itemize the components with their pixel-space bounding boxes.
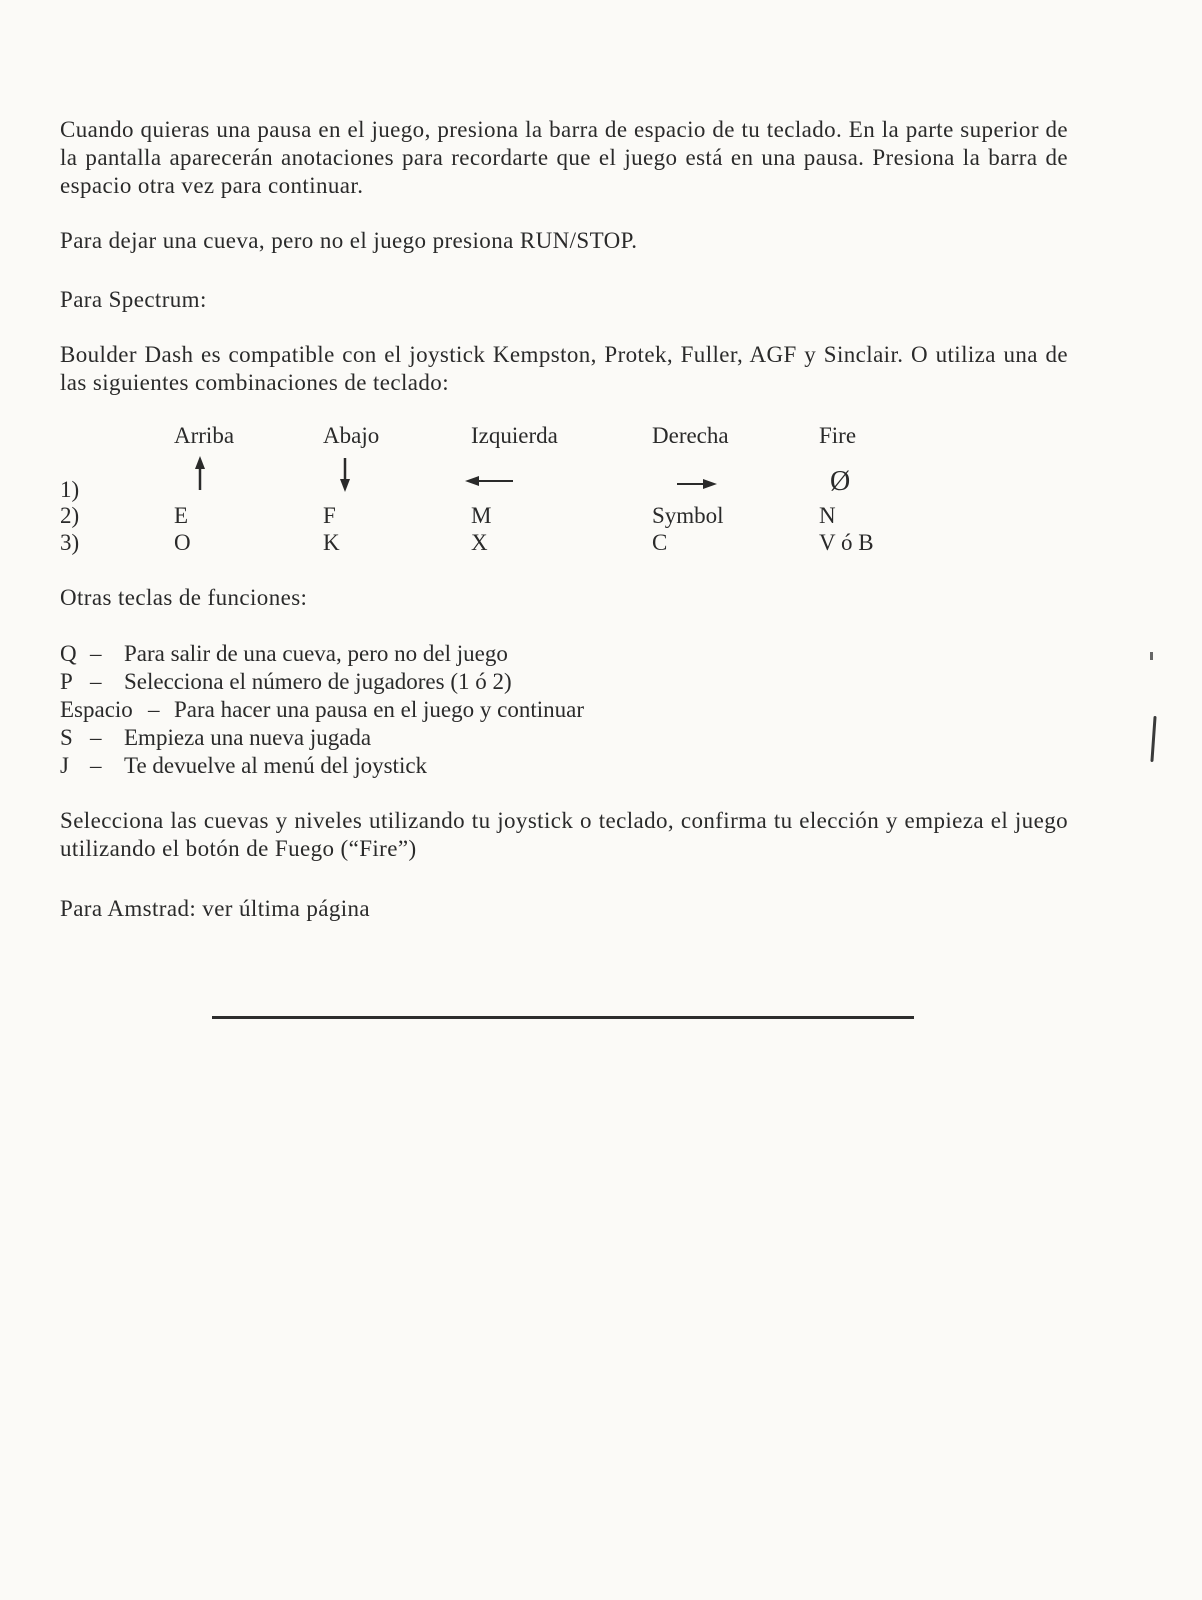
fire-zero-key: Ø: [830, 466, 851, 497]
row2-abajo: F: [323, 503, 336, 528]
header-izquierda: Izquierda: [471, 423, 558, 448]
function-key: Espacio: [60, 697, 133, 722]
function-dash: –: [148, 697, 160, 722]
function-key: Q: [60, 641, 77, 666]
row2-arriba: E: [174, 503, 189, 528]
up-arrow-icon: [190, 456, 210, 492]
header-derecha: Derecha: [652, 423, 729, 448]
row3-derecha: C: [652, 530, 668, 555]
pause-paragraph: Cuando quieras una pausa en el juego, presiona la barra de espacio de tu teclado. En la parte superior de la pantalla aparecerán anotaciones para recordarte que el juego está en una pausa. Presiona la barra de espacio otra vez para continuar.: [60, 117, 1068, 198]
row-label-1: 1): [60, 477, 80, 502]
key-combination-table: [60, 420, 960, 570]
function-description: Te devuelve al menú del joystick: [124, 753, 428, 778]
row2-izquierda: M: [471, 503, 492, 528]
right-arrow-icon: [677, 475, 717, 493]
function-dash: –: [90, 725, 102, 750]
left-arrow-icon: [465, 472, 515, 490]
function-key: P: [60, 669, 73, 694]
amstrad-note: Para Amstrad: ver última página: [60, 896, 371, 921]
horizontal-divider: [212, 1016, 914, 1019]
spectrum-heading: Para Spectrum:: [60, 287, 207, 312]
function-dash: –: [90, 641, 102, 666]
row3-abajo: K: [323, 530, 340, 555]
function-description: Para hacer una pausa en el juego y continuar: [174, 697, 584, 722]
function-description: Para salir de una cueva, pero no del juego: [124, 641, 508, 666]
down-arrow-icon: [335, 456, 355, 492]
function-key: J: [60, 753, 69, 778]
select-caves-paragraph: Selecciona las cuevas y niveles utilizando tu joystick o teclado, confirma tu elección y empieza el juego utilizando el botón de Fuego (“Fire”): [60, 808, 1068, 861]
row2-fire: N: [819, 503, 836, 528]
row2-derecha: Symbol: [652, 503, 724, 528]
paper-mark: [1150, 716, 1156, 762]
paper-mark: [1150, 652, 1153, 660]
row3-fire: V ó B: [819, 530, 874, 555]
function-dash: –: [90, 669, 102, 694]
function-description: Selecciona el número de jugadores (1 ó 2): [124, 669, 512, 694]
header-fire: Fire: [819, 423, 857, 448]
other-keys-heading: Otras teclas de funciones:: [60, 585, 308, 610]
compatibility-paragraph: Boulder Dash es compatible con el joystick Kempston, Protek, Fuller, AGF y Sinclair. O utiliza una de las siguientes combinaciones de teclado:: [60, 342, 1068, 395]
header-abajo: Abajo: [323, 423, 380, 448]
function-description: Empieza una nueva jugada: [124, 725, 372, 750]
row-label-2: 2): [60, 503, 80, 528]
function-dash: –: [90, 753, 102, 778]
row3-arriba: O: [174, 530, 191, 555]
row3-izquierda: X: [471, 530, 488, 555]
row-label-3: 3): [60, 530, 80, 555]
function-key: S: [60, 725, 73, 750]
leave-cave-paragraph: Para dejar una cueva, pero no el juego presiona RUN/STOP.: [60, 228, 638, 253]
header-arriba: Arriba: [174, 423, 235, 448]
